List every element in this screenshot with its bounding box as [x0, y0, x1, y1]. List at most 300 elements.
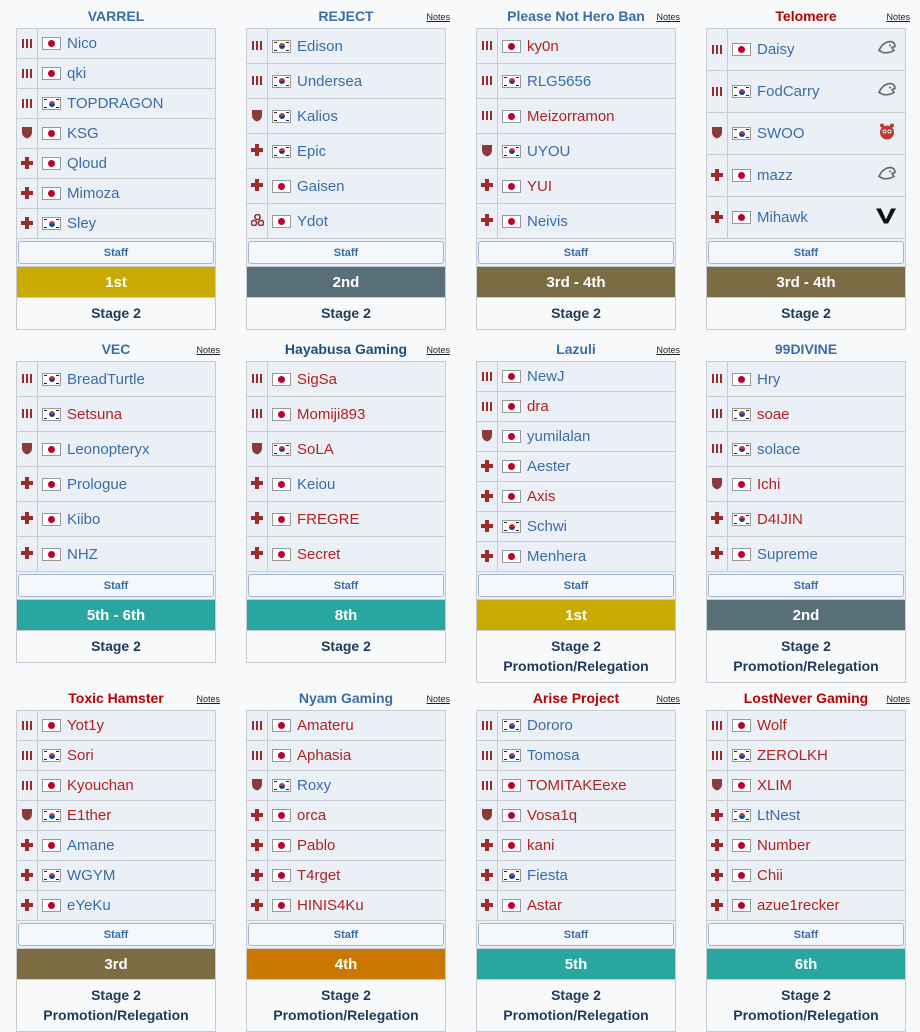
korea-flag-icon: [272, 40, 291, 53]
player-name-link[interactable]: Ichi: [757, 475, 781, 493]
player-name-link[interactable]: Edison: [297, 37, 343, 55]
role-cell: [707, 397, 728, 431]
shield-icon: [711, 778, 723, 793]
stage-label: [17, 980, 215, 1031]
player-name-link[interactable]: solace: [757, 440, 801, 458]
korea-flag-icon: [732, 749, 751, 762]
japan-flag-icon: [272, 548, 291, 561]
role-cell: [17, 59, 38, 88]
triple-bar-icon: [21, 719, 33, 733]
role-cell: [477, 452, 498, 481]
placement-badge: 5th - 6th: [17, 600, 215, 631]
role-cell: [247, 169, 268, 203]
staff-toggle-button[interactable]: Staff: [248, 241, 444, 264]
player-name-link[interactable]: TOMITAKEexe: [527, 777, 627, 794]
player-name-link[interactable]: Vosa1q: [527, 807, 578, 824]
team-name-link[interactable]: VEC: [101, 341, 131, 357]
player-row: [477, 741, 675, 771]
japan-flag-icon: [272, 809, 291, 822]
stage-label: [247, 631, 445, 662]
triple-circle-icon: [251, 214, 264, 228]
role-cell: [707, 801, 728, 830]
player-name-link[interactable]: Aester: [527, 458, 571, 475]
player-row: [17, 432, 215, 467]
player-name-link[interactable]: NHZ: [67, 545, 98, 563]
player-name-link[interactable]: Leonopteryx: [67, 440, 150, 458]
triple-bar-icon: [481, 74, 493, 88]
team-card: [16, 686, 220, 1032]
player-row: [477, 99, 675, 134]
japan-flag-icon: [502, 370, 521, 383]
japan-flag-icon: [272, 869, 291, 882]
triple-bar-icon: [481, 39, 493, 53]
placement-badge: 5th: [477, 949, 675, 980]
player-row: [17, 29, 215, 59]
player-name-link[interactable]: SoLA: [297, 440, 334, 458]
team-name-link[interactable]: VARREL: [87, 8, 145, 24]
triple-bar-icon: [21, 749, 33, 763]
stage-name: Stage 2: [91, 638, 141, 654]
role-cell: [247, 861, 268, 890]
notes-link[interactable]: Notes: [196, 345, 220, 355]
player-name-link[interactable]: azue1recker: [757, 897, 840, 914]
placement-badge: 1st: [477, 600, 675, 631]
player-row: [707, 537, 905, 572]
triple-bar-icon: [711, 407, 723, 421]
role-cell: [247, 537, 268, 571]
cross-icon: [711, 899, 723, 913]
roster-panel: [706, 28, 906, 330]
staff-row: [477, 921, 675, 949]
japan-flag-icon: [42, 899, 61, 912]
staff-toggle-button[interactable]: Staff: [478, 574, 674, 597]
japan-flag-icon: [272, 899, 291, 912]
team-name-link[interactable]: LostNever Gaming: [743, 690, 869, 706]
korea-flag-icon: [732, 809, 751, 822]
japan-flag-icon: [502, 215, 521, 228]
staff-toggle-button[interactable]: Staff: [248, 574, 444, 597]
player-name-link[interactable]: kani: [527, 837, 555, 854]
player-name-link[interactable]: Keiou: [297, 475, 336, 493]
player-name-link[interactable]: ZEROLKH: [757, 747, 828, 764]
triple-bar-icon: [251, 39, 263, 53]
cross-icon: [251, 144, 263, 158]
staff-toggle-button[interactable]: Staff: [18, 241, 214, 264]
player-row: [477, 29, 675, 64]
player-name-link[interactable]: Astar: [527, 897, 563, 914]
player-name-link[interactable]: UYOU: [527, 142, 571, 160]
player-name-link[interactable]: yumilalan: [527, 428, 591, 445]
player-name-link[interactable]: LtNest: [757, 807, 801, 824]
player-name-link[interactable]: Yot1y: [67, 717, 104, 734]
player-name-link[interactable]: ky0n: [527, 37, 559, 55]
korea-flag-icon: [42, 373, 61, 386]
role-cell: [707, 741, 728, 770]
japan-flag-icon: [502, 400, 521, 413]
stage-label: [707, 980, 905, 1031]
roster-panel: [476, 28, 676, 330]
player-name-link[interactable]: Tomosa: [527, 747, 580, 764]
player-name-link[interactable]: Mihawk: [757, 209, 808, 226]
player-name-link[interactable]: Kiibo: [67, 510, 101, 528]
player-name-link[interactable]: Epic: [297, 142, 327, 160]
cross-icon: [711, 169, 723, 183]
japan-flag-icon: [732, 869, 751, 882]
player-name-link[interactable]: Momiji893: [297, 405, 366, 423]
korea-flag-icon: [272, 779, 291, 792]
stage-name: Stage 2: [781, 638, 831, 654]
role-cell: [477, 422, 498, 451]
player-row: [17, 467, 215, 502]
korea-flag-icon: [42, 809, 61, 822]
player-row: [17, 711, 215, 741]
korea-flag-icon: [732, 408, 751, 421]
placement-badge: 6th: [707, 949, 905, 980]
role-cell: [247, 64, 268, 98]
player-name-link[interactable]: Ydot: [297, 212, 328, 230]
player-row: [17, 179, 215, 209]
role-cell: [247, 467, 268, 501]
player-row: [707, 502, 905, 537]
staff-toggle-button[interactable]: Staff: [708, 574, 904, 597]
role-cell: [247, 362, 268, 396]
stage-subtitle: Promotion/Relegation: [733, 658, 879, 674]
player-row: [247, 99, 445, 134]
staff-toggle-button[interactable]: Staff: [248, 923, 444, 946]
roster-panel: [246, 361, 446, 663]
player-name-link[interactable]: D4IJIN: [757, 510, 803, 528]
player-name-link[interactable]: Roxy: [297, 777, 332, 794]
player-row: [247, 801, 445, 831]
stage-label: [477, 980, 675, 1031]
player-name-link[interactable]: Gaisen: [297, 177, 345, 195]
role-cell: [707, 831, 728, 860]
japan-flag-icon: [272, 478, 291, 491]
cross-icon: [251, 839, 263, 853]
japan-flag-icon: [42, 719, 61, 732]
notes-link[interactable]: Notes: [656, 12, 680, 22]
notes-link[interactable]: Notes: [426, 694, 450, 704]
shield-icon: [711, 126, 723, 141]
placement-badge: 8th: [247, 600, 445, 631]
team-name-link[interactable]: Lazuli: [556, 341, 596, 357]
player-name-link[interactable]: XLIM: [757, 777, 793, 794]
triple-bar-icon: [711, 43, 723, 57]
player-name-link[interactable]: Supreme: [757, 545, 818, 563]
japan-flag-icon: [42, 157, 61, 170]
team-card: [706, 4, 910, 330]
stage-label: [707, 631, 905, 682]
player-row: [707, 113, 905, 155]
role-cell: [247, 771, 268, 800]
role-cell: [17, 209, 38, 238]
notes-link[interactable]: Notes: [656, 694, 680, 704]
player-name-link[interactable]: SWOO: [757, 125, 805, 142]
cross-icon: [21, 839, 33, 853]
role-cell: [17, 711, 38, 740]
notes-link[interactable]: Notes: [886, 12, 910, 22]
placement-badge: 2nd: [247, 267, 445, 298]
player-row: [247, 537, 445, 572]
cross-icon: [711, 839, 723, 853]
player-name-link[interactable]: dra: [527, 398, 549, 415]
role-cell: [477, 861, 498, 890]
japan-flag-icon: [42, 548, 61, 561]
stage-name: Stage 2: [551, 638, 601, 654]
role-cell: [17, 29, 38, 58]
player-name-link[interactable]: Aphasia: [297, 747, 352, 764]
player-name-link[interactable]: Wolf: [757, 717, 787, 734]
player-name-link[interactable]: Kyouchan: [67, 777, 134, 794]
role-cell: [707, 155, 728, 196]
player-name-link[interactable]: T4rget: [297, 867, 341, 884]
team-name-link[interactable]: Telomere: [775, 8, 837, 24]
placement-badge: 1st: [17, 267, 215, 298]
triple-bar-icon: [711, 749, 723, 763]
role-cell: [477, 204, 498, 238]
korea-flag-icon: [42, 97, 61, 110]
team-card: [246, 337, 450, 663]
role-cell: [17, 362, 38, 396]
korea-flag-icon: [272, 75, 291, 88]
triple-bar-icon: [21, 67, 33, 81]
team-title-row: [16, 686, 220, 710]
player-name-link[interactable]: Prologue: [67, 475, 128, 493]
team-name-link[interactable]: Arise Project: [532, 690, 620, 706]
team-card: [246, 686, 450, 1032]
player-name-link[interactable]: Number: [757, 837, 811, 854]
japan-flag-icon: [272, 373, 291, 386]
notes-link[interactable]: Notes: [886, 694, 910, 704]
korea-flag-icon: [502, 719, 521, 732]
player-row: [247, 134, 445, 169]
player-name-link[interactable]: Sley: [67, 215, 97, 232]
player-name-link[interactable]: Sori: [67, 747, 94, 764]
player-name-link[interactable]: HINIS4Ku: [297, 897, 364, 914]
player-row: [17, 831, 215, 861]
team-title-row: [706, 4, 910, 28]
player-row: [17, 891, 215, 921]
japan-flag-icon: [502, 809, 521, 822]
japan-flag-icon: [732, 779, 751, 792]
staff-toggle-button[interactable]: Staff: [708, 241, 904, 264]
player-name-link[interactable]: Menhera: [527, 548, 587, 565]
stage-name: Stage 2: [91, 987, 141, 1003]
player-name-link[interactable]: BreadTurtle: [67, 370, 145, 388]
team-name-link[interactable]: Please Not Hero Ban: [507, 8, 645, 24]
player-name-link[interactable]: Chii: [757, 867, 783, 884]
role-cell: [247, 711, 268, 740]
player-row: [477, 204, 675, 239]
japan-flag-icon: [42, 187, 61, 200]
player-name-link[interactable]: Qloud: [67, 155, 108, 172]
player-name-link[interactable]: NewJ: [527, 368, 565, 385]
staff-row: [477, 572, 675, 600]
korea-flag-icon: [502, 749, 521, 762]
role-cell: [477, 542, 498, 571]
role-cell: [707, 113, 728, 154]
placement-badge: 3rd: [17, 949, 215, 980]
player-name-link[interactable]: Amateru: [297, 717, 354, 734]
role-cell: [247, 99, 268, 133]
korea-flag-icon: [502, 145, 521, 158]
player-name-link[interactable]: E1ther: [67, 807, 112, 824]
stage-name: Stage 2: [321, 987, 371, 1003]
player-name-link[interactable]: orca: [297, 807, 327, 824]
stage-name: Stage 2: [91, 305, 141, 321]
player-name-link[interactable]: Mimoza: [67, 185, 120, 202]
player-row: [247, 362, 445, 397]
staff-row: [707, 572, 905, 600]
role-cell: [17, 467, 38, 501]
role-cell: [477, 801, 498, 830]
notes-link[interactable]: Notes: [426, 345, 450, 355]
cross-icon: [711, 547, 723, 561]
player-name-link[interactable]: Meizorramon: [527, 107, 615, 125]
stage-label: [707, 298, 905, 329]
player-name-link[interactable]: soae: [757, 405, 790, 423]
team-card: [706, 337, 906, 683]
player-name-link[interactable]: FREGRE: [297, 510, 360, 528]
role-cell: [477, 392, 498, 421]
korea-flag-icon: [732, 513, 751, 526]
stage-name: Stage 2: [321, 305, 371, 321]
team-name-link[interactable]: Hayabusa Gaming: [284, 341, 408, 357]
player-name-link[interactable]: Schwi: [527, 518, 568, 535]
team-card: [706, 686, 910, 1032]
player-name-link[interactable]: Hry: [757, 370, 781, 388]
role-cell: [477, 99, 498, 133]
role-cell: [707, 362, 728, 396]
cross-icon: [251, 477, 263, 491]
role-cell: [17, 741, 38, 770]
role-cell: [477, 482, 498, 511]
player-name-link[interactable]: Daisy: [757, 41, 795, 58]
team-card: [476, 337, 680, 683]
cross-icon: [21, 869, 33, 883]
player-name-link[interactable]: Undersea: [297, 72, 363, 90]
cross-icon: [21, 899, 33, 913]
player-row: [707, 801, 905, 831]
notes-link[interactable]: Notes: [426, 12, 450, 22]
player-name-link[interactable]: KSG: [67, 125, 99, 142]
team-name-link[interactable]: 99DIVINE: [774, 341, 838, 357]
player-name-link[interactable]: Neivis: [527, 212, 568, 230]
role-cell: [707, 891, 728, 920]
shield-icon: [21, 808, 33, 823]
stage-subtitle: Promotion/Relegation: [273, 1007, 419, 1023]
role-cell: [707, 711, 728, 740]
korea-flag-icon: [272, 443, 291, 456]
cross-icon: [21, 477, 33, 491]
triple-bar-icon: [481, 779, 493, 793]
player-row: [477, 891, 675, 921]
cross-icon: [21, 217, 33, 231]
player-name-link[interactable]: Amane: [67, 837, 115, 854]
shield-icon: [481, 808, 493, 823]
roster-panel: [16, 710, 216, 1032]
japan-flag-icon: [732, 839, 751, 852]
player-name-link[interactable]: Nico: [67, 35, 98, 52]
player-name-link[interactable]: Fiesta: [527, 867, 568, 884]
player-name-link[interactable]: YUI: [527, 177, 553, 195]
player-row: [707, 29, 905, 71]
player-name-link[interactable]: SigSa: [297, 370, 338, 388]
roster-panel: [706, 361, 906, 683]
player-row: [17, 397, 215, 432]
role-cell: [707, 771, 728, 800]
team-title-row: [246, 686, 450, 710]
staff-toggle-button[interactable]: Staff: [18, 574, 214, 597]
triple-bar-icon: [481, 719, 493, 733]
cross-icon: [711, 211, 723, 225]
notes-link[interactable]: Notes: [196, 694, 220, 704]
cross-icon: [251, 809, 263, 823]
team-title-row: [476, 4, 680, 28]
staff-toggle-button[interactable]: Staff: [18, 923, 214, 946]
staff-toggle-button[interactable]: Staff: [478, 923, 674, 946]
roster-panel: [246, 28, 446, 330]
player-name-link[interactable]: mazz: [757, 167, 793, 184]
player-name-link[interactable]: Setsuna: [67, 405, 123, 423]
player-name-link[interactable]: FodCarry: [757, 83, 820, 100]
role-cell: [707, 432, 728, 466]
japan-flag-icon: [272, 215, 291, 228]
role-cell: [247, 134, 268, 168]
player-name-link[interactable]: Kalios: [297, 107, 338, 125]
team-title-row: [246, 337, 450, 361]
player-name-link[interactable]: Secret: [297, 545, 341, 563]
team-card: [246, 4, 450, 330]
player-name-link[interactable]: Pablo: [297, 837, 336, 854]
player-name-link[interactable]: qki: [67, 65, 87, 82]
team-name-link[interactable]: Nyam Gaming: [298, 690, 394, 706]
shark-logo-icon: [877, 38, 897, 61]
team-name-link[interactable]: Toxic Hamster: [68, 690, 164, 706]
japan-flag-icon: [502, 839, 521, 852]
staff-toggle-button[interactable]: Staff: [478, 241, 674, 264]
player-name-link[interactable]: WGYM: [67, 867, 116, 884]
player-name-link[interactable]: Axis: [527, 488, 556, 505]
player-name-link[interactable]: eYeKu: [67, 897, 111, 914]
staff-row: [707, 921, 905, 949]
player-row: [707, 771, 905, 801]
v-logo-icon: [875, 206, 897, 229]
stage-name: Stage 2: [321, 638, 371, 654]
shield-icon: [711, 477, 723, 492]
role-cell: [707, 861, 728, 890]
team-name-link[interactable]: REJECT: [318, 8, 374, 24]
staff-row: [247, 239, 445, 267]
player-name-link[interactable]: TOPDRAGON: [67, 95, 164, 112]
role-cell: [247, 801, 268, 830]
player-row: [17, 801, 215, 831]
cross-icon: [21, 512, 33, 526]
role-cell: [247, 741, 268, 770]
team-card: [16, 4, 216, 330]
stage-subtitle: Promotion/Relegation: [503, 658, 649, 674]
player-name-link[interactable]: RLG5656: [527, 72, 592, 90]
staff-toggle-button[interactable]: Staff: [708, 923, 904, 946]
shield-icon: [251, 109, 263, 124]
shield-icon: [21, 126, 33, 141]
triple-bar-icon: [251, 372, 263, 386]
korea-flag-icon: [42, 749, 61, 762]
player-name-link[interactable]: Dororo: [527, 717, 573, 734]
triple-bar-icon: [481, 400, 493, 414]
notes-link[interactable]: Notes: [656, 345, 680, 355]
triple-bar-icon: [21, 372, 33, 386]
